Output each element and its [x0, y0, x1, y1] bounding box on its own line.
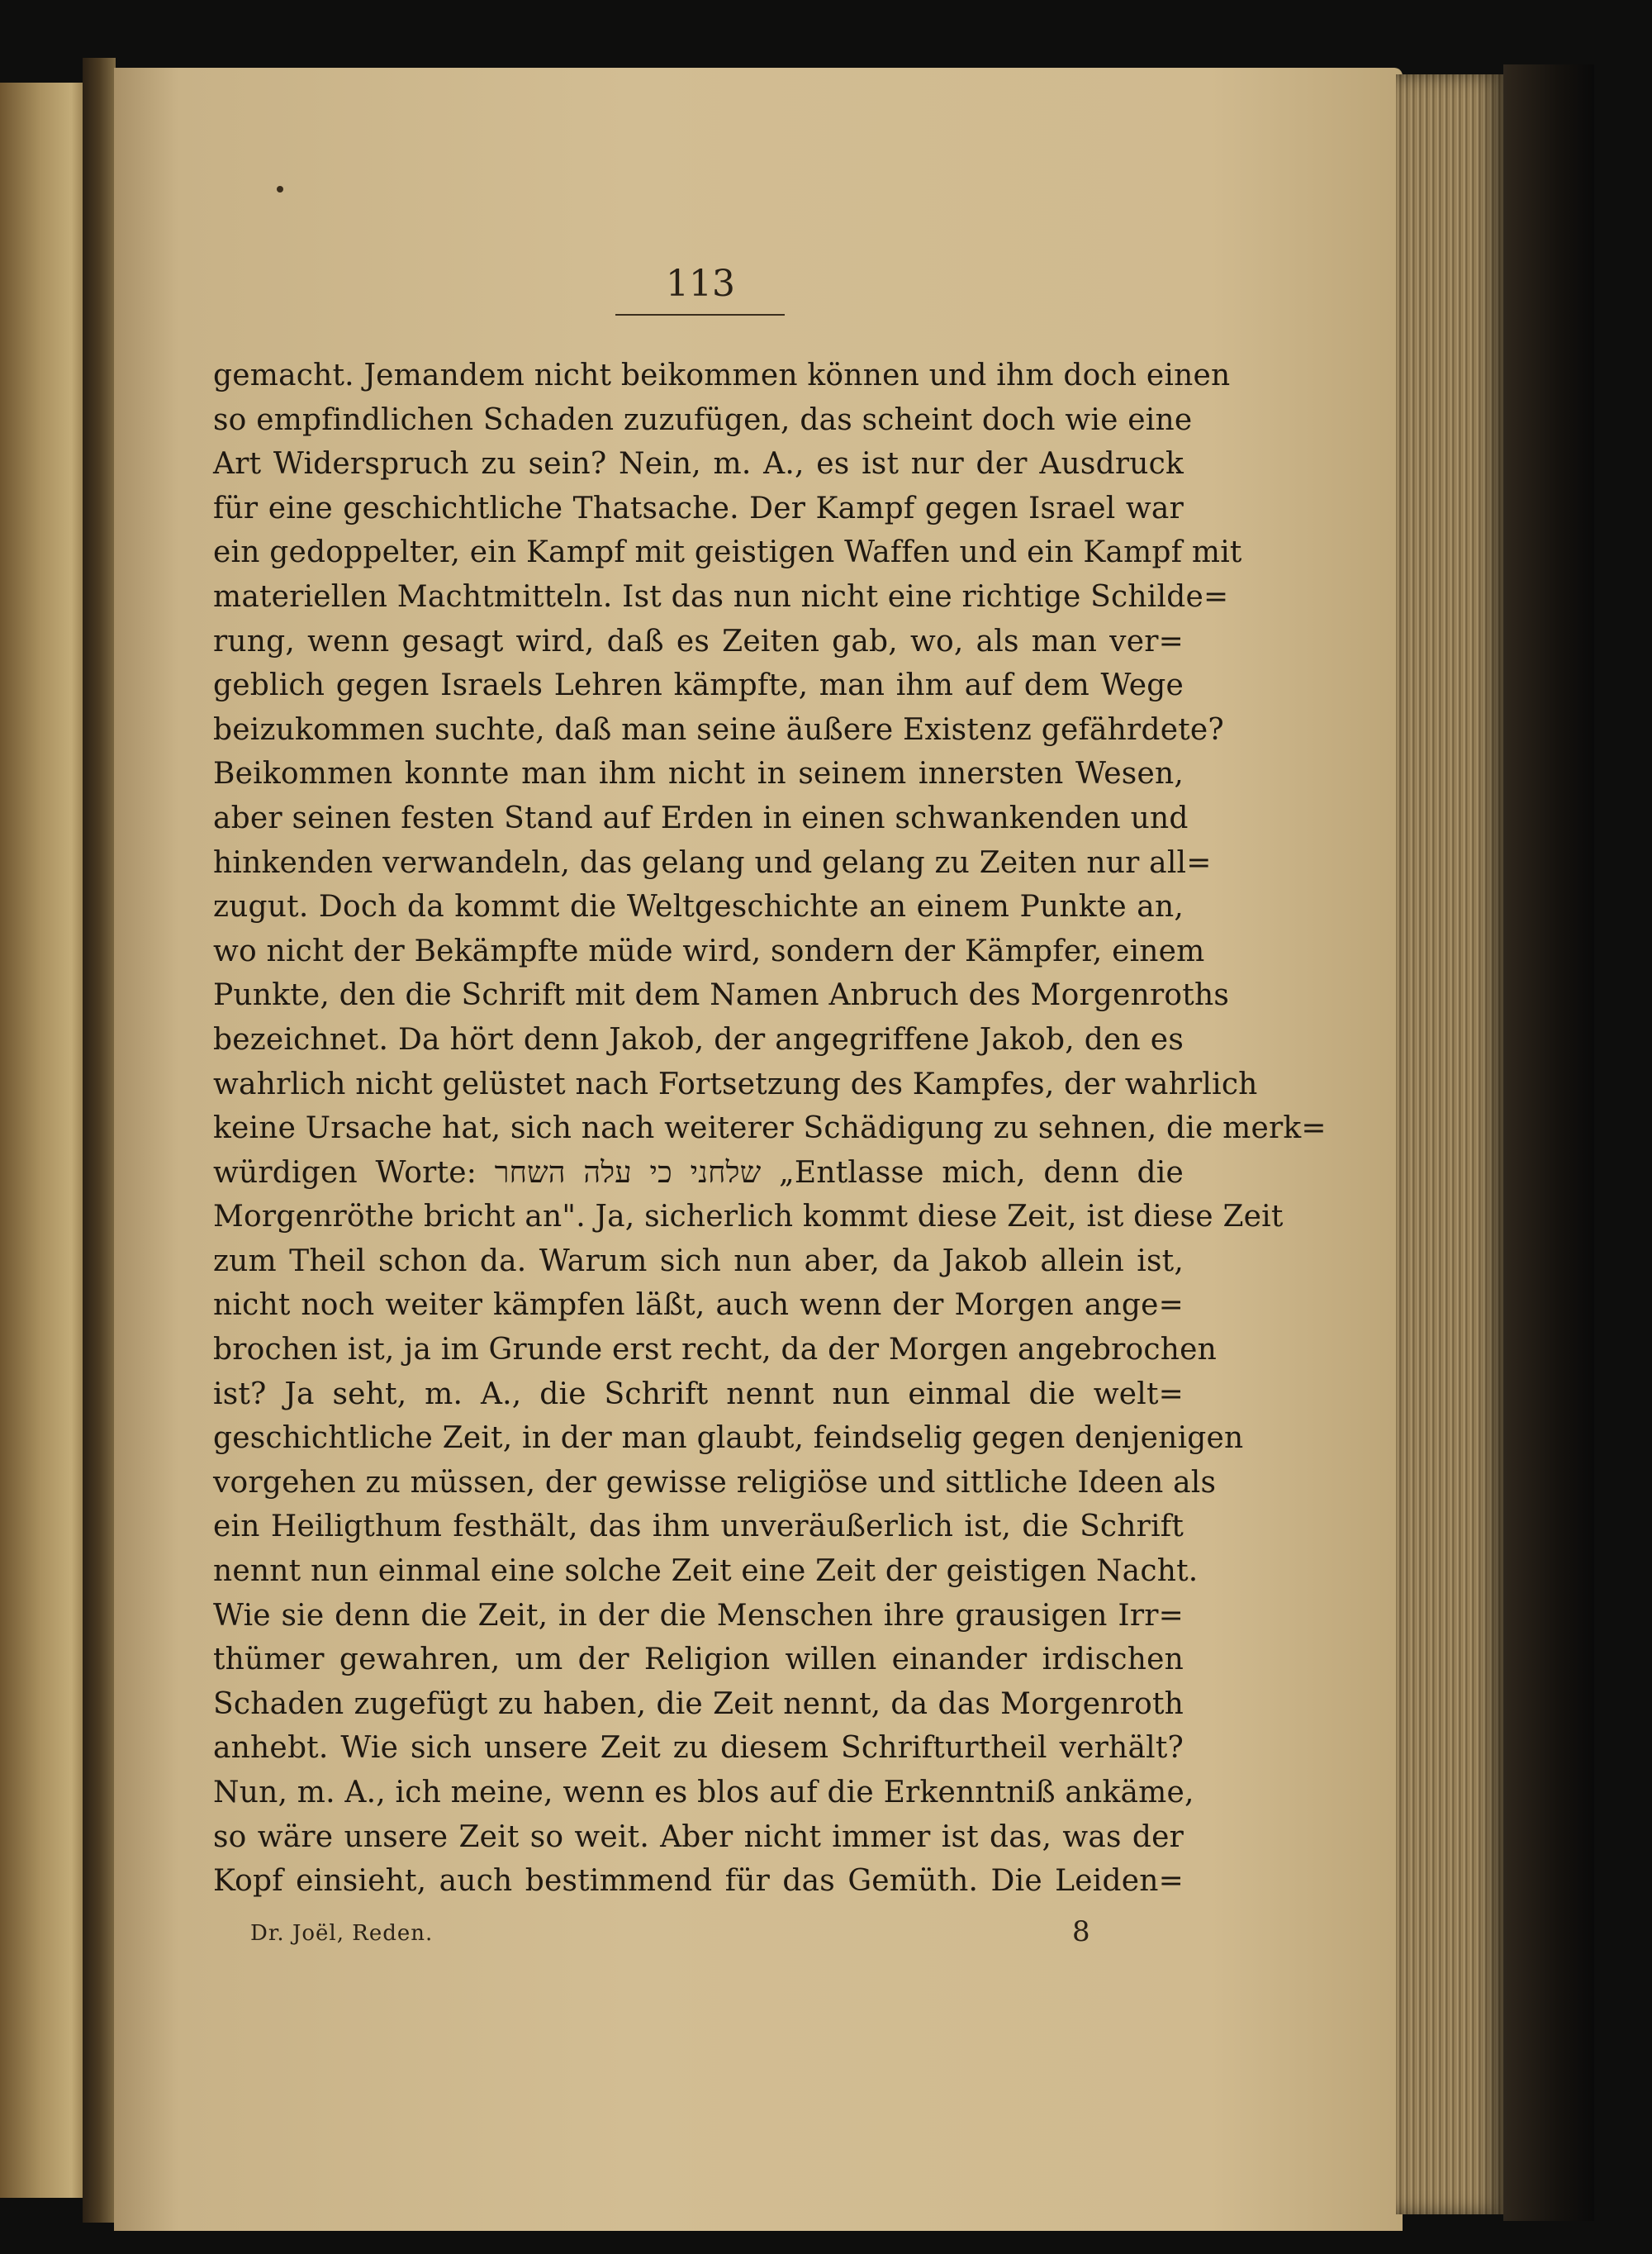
text-line: rung, wenn gesagt wird, daß es Zeiten gab, wo, als man ver=	[213, 624, 1184, 659]
text-line: ein gedoppelter, ein Kampf mit geistigen Waffen und ein Kampf mit	[213, 535, 1242, 570]
page-block-edges	[1396, 74, 1503, 2214]
text-line: brochen ist, ja im Grunde erst recht, da der Morgen angebrochen	[213, 1333, 1217, 1367]
text-line: thümer gewahren, um der Religion willen einander irdischen	[213, 1643, 1184, 1677]
body-text	[213, 354, 1327, 1904]
text-line: würdigen Worte: שלחני כי עלה השחר „Entlasse mich, denn die	[213, 1155, 1184, 1190]
text-line: nicht noch weiter kämpfen läßt, auch wenn der Morgen ange=	[213, 1288, 1184, 1323]
text-line: anhebt. Wie sich unsere Zeit zu diesem Schrifturtheil verhält?	[213, 1731, 1184, 1766]
text-line: für eine geschichtliche Thatsache. Der Kampf gegen Israel war	[213, 491, 1184, 525]
header-rule	[615, 314, 785, 316]
text-line: Punkte, den die Schrift mit dem Namen Anbruch des Morgenroths	[213, 978, 1230, 1013]
text-line: zum Theil schon da. Warum sich nun aber, da Jakob allein ist,	[213, 1244, 1184, 1278]
paper-speck	[277, 186, 283, 193]
text-line: Wie sie denn die Zeit, in der die Menschen ihre grausigen Irr=	[213, 1598, 1184, 1633]
text-line: ist? Ja seht, m. A., die Schrift nennt nun einmal die welt=	[213, 1377, 1184, 1411]
text-line: bezeichnet. Da hört denn Jakob, der angegriffene Jakob, den es	[213, 1022, 1184, 1057]
text-line: Art Widerspruch zu sein? Nein, m. A., es ist nur der Ausdruck	[213, 447, 1184, 482]
footer-author: Dr. Joël, Reden.	[250, 1921, 434, 1946]
text-line: vorgehen zu müssen, der gewisse religiöse und sittliche Ideen als	[213, 1465, 1217, 1500]
text-line: hinkenden verwandeln, das gelang und gelang zu Zeiten nur all=	[213, 845, 1212, 880]
text-line: Schaden zugefügt zu haben, die Zeit nennt, da das Morgenroth	[213, 1686, 1184, 1721]
text-line: geschichtliche Zeit, in der man glaubt, feindselig gegen denjenigen	[213, 1421, 1244, 1456]
text-line: Beikommen konnte man ihm nicht in seinem innersten Wesen,	[213, 757, 1184, 792]
text-line: keine Ursache hat, sich nach weiterer Schädigung zu sehnen, die merk=	[213, 1111, 1327, 1146]
text-line: aber seinen festen Stand auf Erden in einen schwankenden und	[213, 801, 1189, 835]
text-line: Morgenröthe bricht an". Ja, sicherlich kommt diese Zeit, ist diese Zeit	[213, 1200, 1284, 1234]
page-number: 113	[666, 263, 735, 305]
left-page-edge	[0, 83, 89, 2198]
book-gutter	[83, 58, 116, 2223]
text-line: beizukommen suchte, daß man seine äußere Existenz gefährdete?	[213, 712, 1224, 747]
text-line: Kopf einsieht, auch bestimmend für das Gemüth. Die Leiden=	[213, 1864, 1184, 1899]
text-line: gemacht. Jemandem nicht beikommen können und ihm doch einen	[213, 359, 1231, 392]
text-line: geblich gegen Israels Lehren kämpfte, man ihm auf dem Wege	[213, 668, 1184, 703]
text-line: wo nicht der Bekämpfte müde wird, sondern der Kämpfer, einem	[213, 934, 1205, 968]
text-line: materiellen Machtmitteln. Ist das nun nicht eine richtige Schilde=	[213, 579, 1229, 614]
text-line: nennt nun einmal eine solche Zeit eine Zeit der geistigen Nacht.	[213, 1554, 1199, 1589]
text-line: so wäre unsere Zeit so weit. Aber nicht immer ist das, was der	[213, 1819, 1184, 1854]
book-cover-edge	[1503, 64, 1594, 2221]
text-line: Nun, m. A., ich meine, wenn es blos auf die Erkenntniß ankäme,	[213, 1776, 1194, 1809]
text-line: ein Heiligthum festhält, das ihm unveräußerlich ist, die Schrift	[213, 1510, 1184, 1544]
text-line: wahrlich nicht gelüstet nach Fortsetzung des Kampfes, der wahrlich	[213, 1067, 1258, 1101]
text-line: so empfindlichen Schaden zuzufügen, das scheint doch wie eine	[213, 402, 1193, 437]
footer-signature-mark: 8	[1072, 1915, 1090, 1948]
text-line: zugut. Doch da kommt die Weltgeschichte an einem Punkte an,	[213, 890, 1184, 925]
